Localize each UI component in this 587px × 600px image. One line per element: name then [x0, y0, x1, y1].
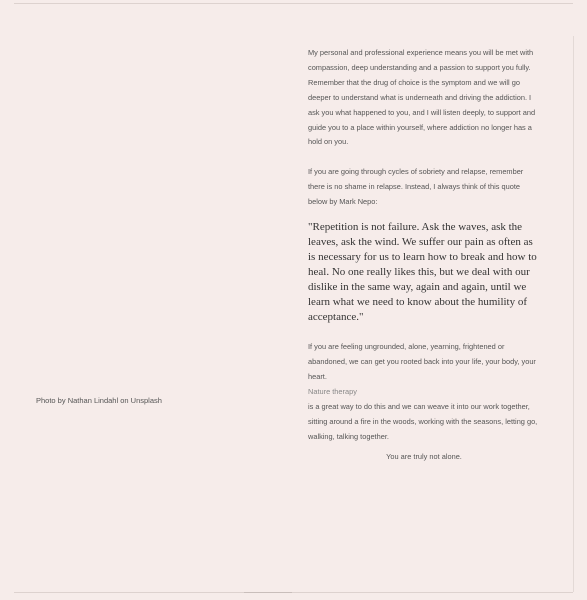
main-content [308, 46, 540, 461]
nature-therapy-text: is a great way to do this and we can weave it into our work together, sitting around a fire in the woods, working with the seasons, letting go, walking, talking together. [308, 401, 538, 441]
mark-nepo-quote: "Repetition is not failure. Ask the waves, ask the leaves, ask the wind. We suffer our pain as often as is necessary for us to learn how to break and how to heal. No one really likes this, but we deal with our dislike in the same way, again and again, until we learn what we need to know about the humility of acceptance." [308, 221, 537, 324]
photo-credit: Photo by Nathan Lindahl on Unsplash [36, 396, 162, 405]
top-divider [14, 3, 573, 4]
right-edge-line [573, 36, 574, 592]
intro-paragraph: My personal and professional experience means you will be met with compassion, deep understanding and a passion to support you fully. [308, 48, 534, 72]
symptom-paragraph: Remember that the drug of choice is the symptom and we will go deeper to understand what is underneath and driving the addiction. I ask you what happened to you, and I will listen deeply, to support and guide you to a place within yourself, where addiction no longer has a hold on you. [308, 77, 536, 147]
ungrounded-text: If you are feeling ungrounded, alone, yearning, frightened or abandoned, we can get you rooted back into your life, your body, your heart. [308, 342, 536, 381]
bottom-divider [14, 592, 573, 593]
relapse-paragraph: If you are going through cycles of sobriety and relapse, remember there is no shame in relapse. Instead, I always think of this quote below by Mark Nepo: [308, 167, 524, 207]
nature-therapy-link[interactable]: Nature therapy [308, 386, 357, 396]
bottom-divider-accent [244, 592, 292, 593]
ungrounded-paragraph [308, 340, 540, 444]
closing-line: You are truly not alone. [386, 452, 462, 462]
